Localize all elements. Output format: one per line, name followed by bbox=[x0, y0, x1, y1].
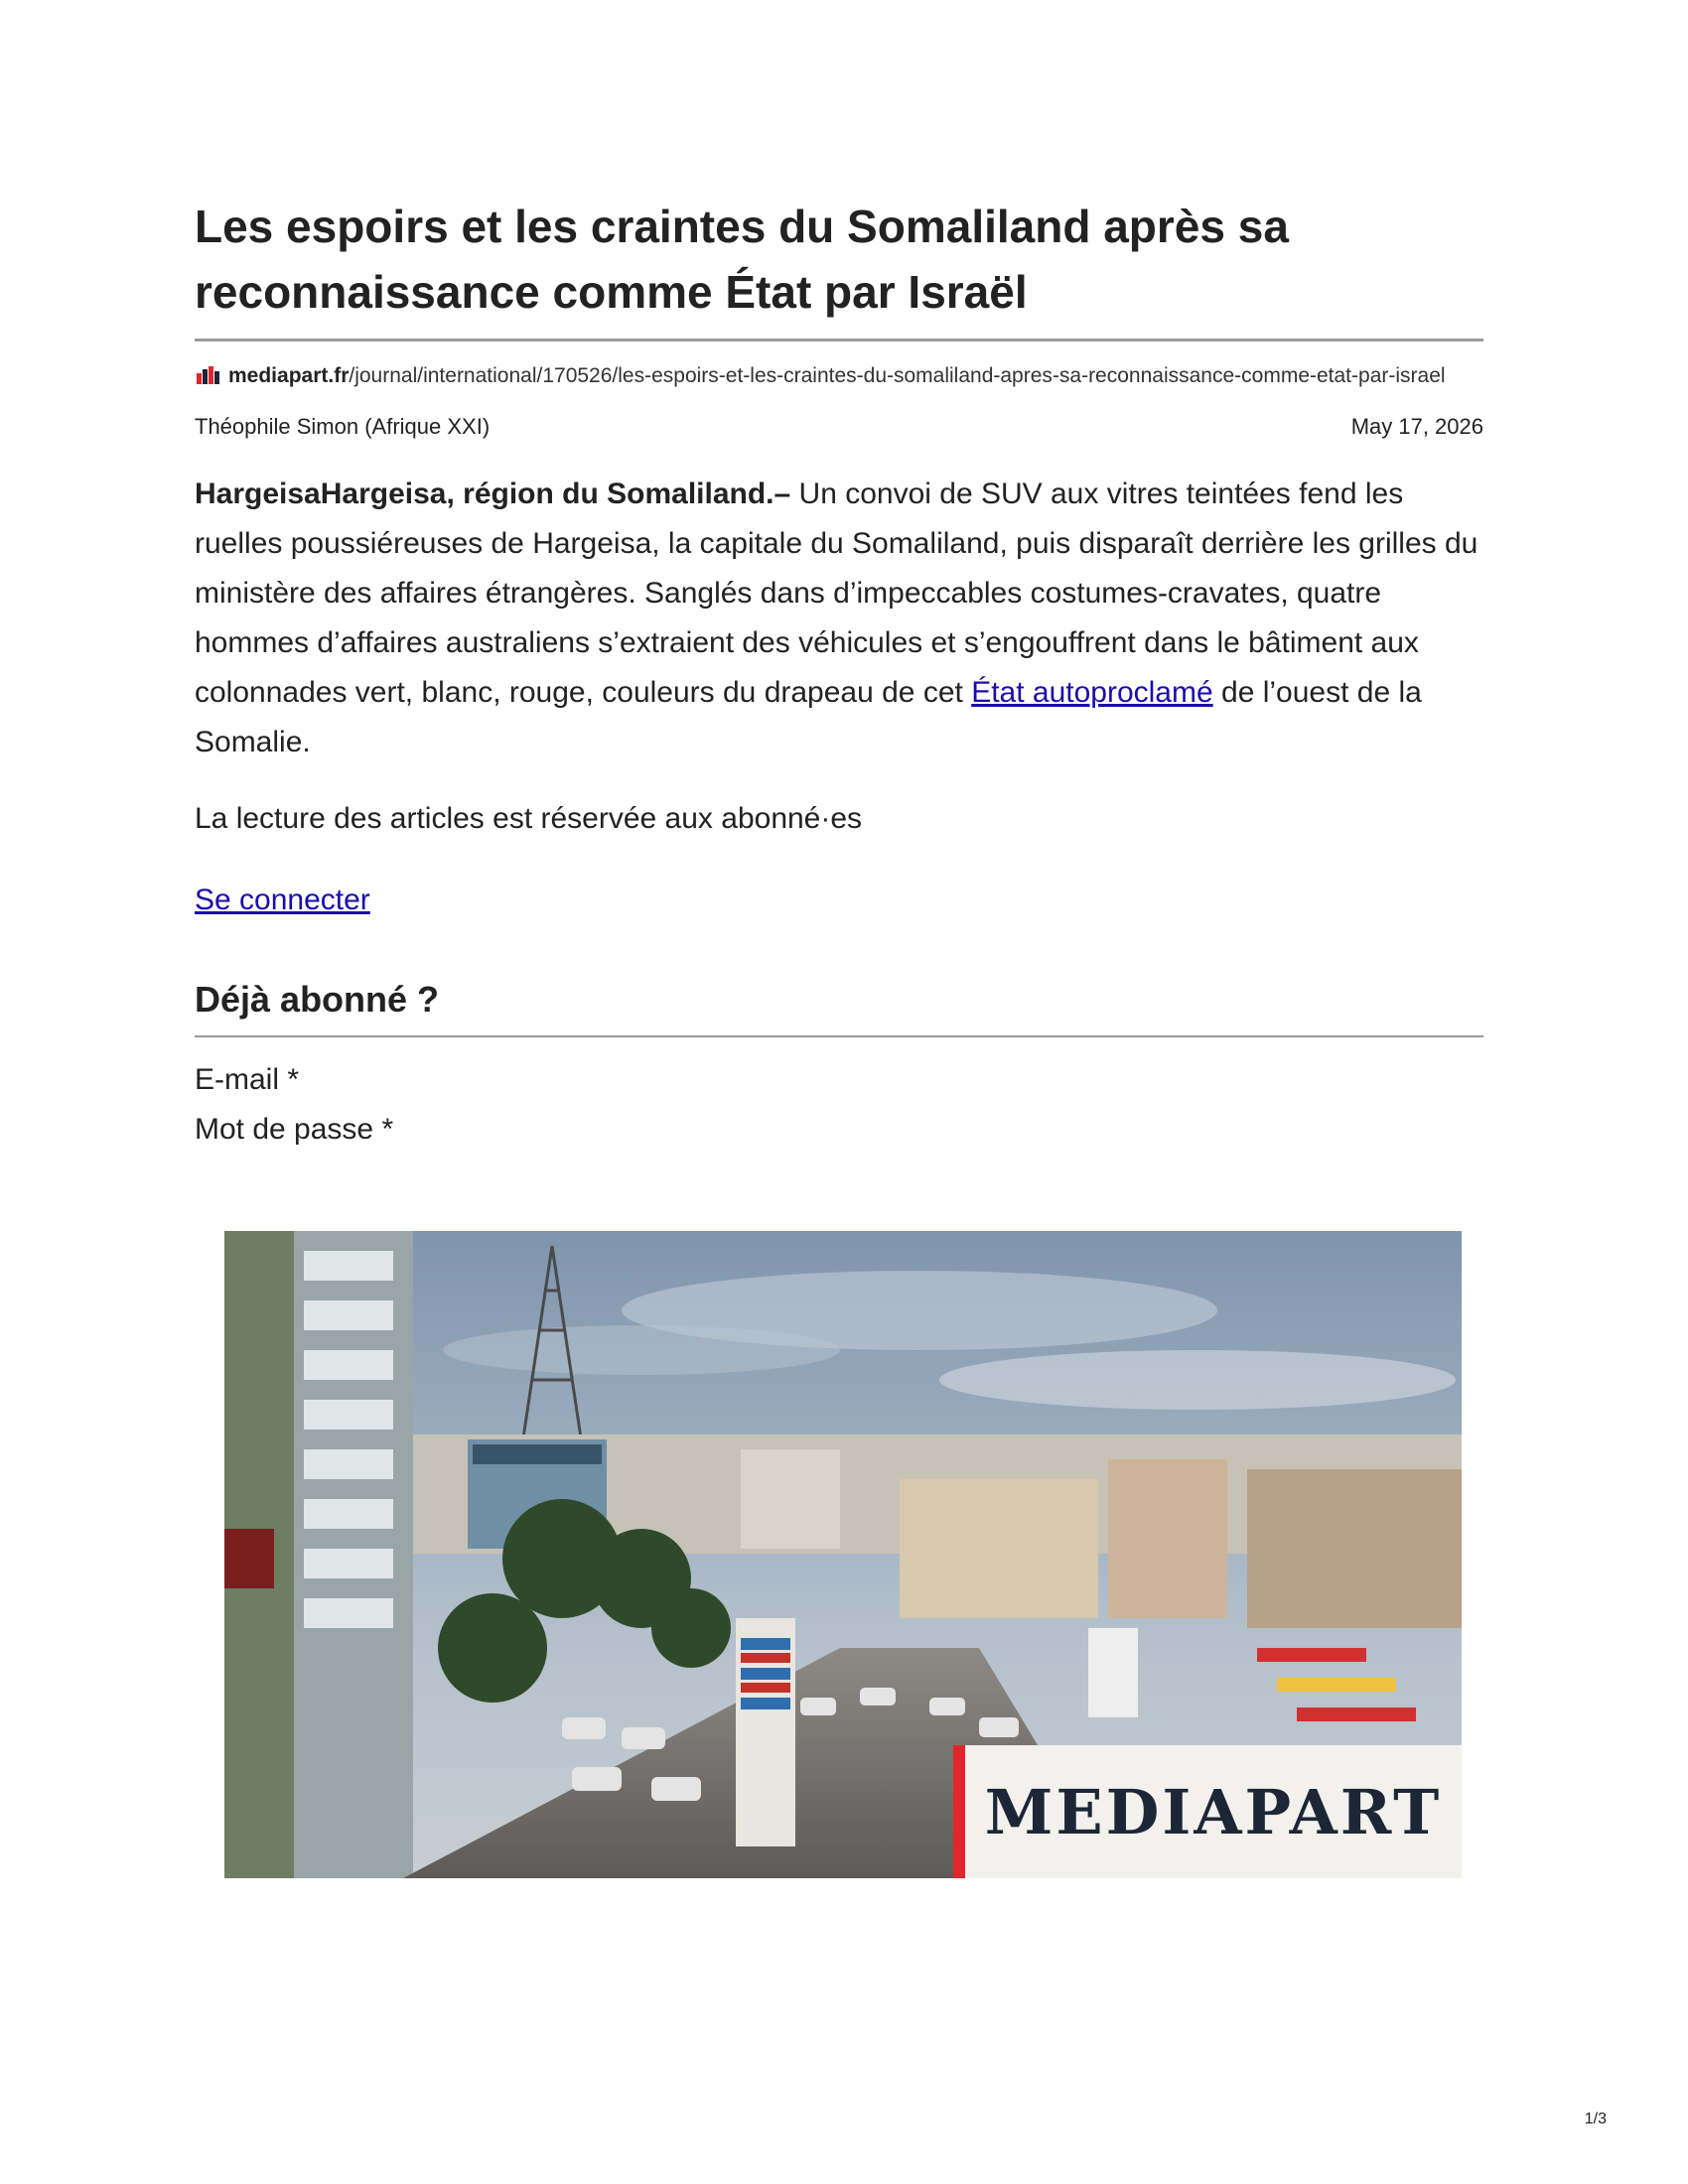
mediapart-brand-logo bbox=[953, 1745, 1462, 1878]
subscriber-heading: Déjà abonné ? bbox=[195, 979, 440, 1020]
email-label: E-mail * bbox=[195, 1063, 300, 1096]
lead-dateline: HargeisaHargeisa, région du Somaliland.– bbox=[195, 478, 791, 510]
etat-autoproclame-link[interactable]: État autoproclamé bbox=[971, 676, 1213, 709]
source-domain: mediapart.fr bbox=[228, 364, 350, 387]
lead-text-2: de l’ouest de la Somalie. bbox=[195, 676, 1422, 758]
lead-text-1: Un convoi de SUV aux vitres teintées fend les ruelles poussiéreuses de Hargeisa, la capitale du Somaliland, puis disparaît derrière les grilles du ministère des affaires étrangères. Sanglés dans d’impeccables costumes-cravates, quatre hommes d’affaires australiens s’extraient des véhicules et s’engouffrent dans le bâtiment aux colonnades vert, blanc, rouge, couleurs du drapeau de cet bbox=[195, 478, 1478, 709]
article-date: May 17, 2026 bbox=[1350, 414, 1483, 439]
article-lead bbox=[195, 470, 1483, 767]
password-label: Mot de passe * bbox=[195, 1113, 394, 1146]
subscriber-divider bbox=[195, 1035, 1483, 1037]
brand-text: MEDIAPART bbox=[984, 1775, 1443, 1848]
login-link[interactable]: Se connecter bbox=[195, 884, 370, 916]
article-author: Théophile Simon (Afrique XXI) bbox=[195, 414, 491, 439]
source-path: /journal/international/170526/les-espoirs-et-les-craintes-du-somaliland-apres-sa-reconnaissance-comme-etat-par-israel bbox=[349, 364, 1446, 387]
hargeisa-photo bbox=[224, 1231, 1462, 1878]
source-url[interactable] bbox=[195, 359, 1483, 392]
mediapart-favicon-icon bbox=[195, 362, 222, 382]
article-meta bbox=[195, 412, 1483, 442]
title-divider bbox=[195, 339, 1483, 341]
page-number: 1/3 bbox=[1584, 2111, 1607, 2127]
article-page bbox=[195, 194, 1483, 1155]
paywall-message: La lecture des articles est réservée aux abonné·es bbox=[195, 802, 863, 835]
article-title: Les espoirs et les craintes du Somaliland après sa reconnaissance comme État par Israël bbox=[195, 201, 1289, 318]
